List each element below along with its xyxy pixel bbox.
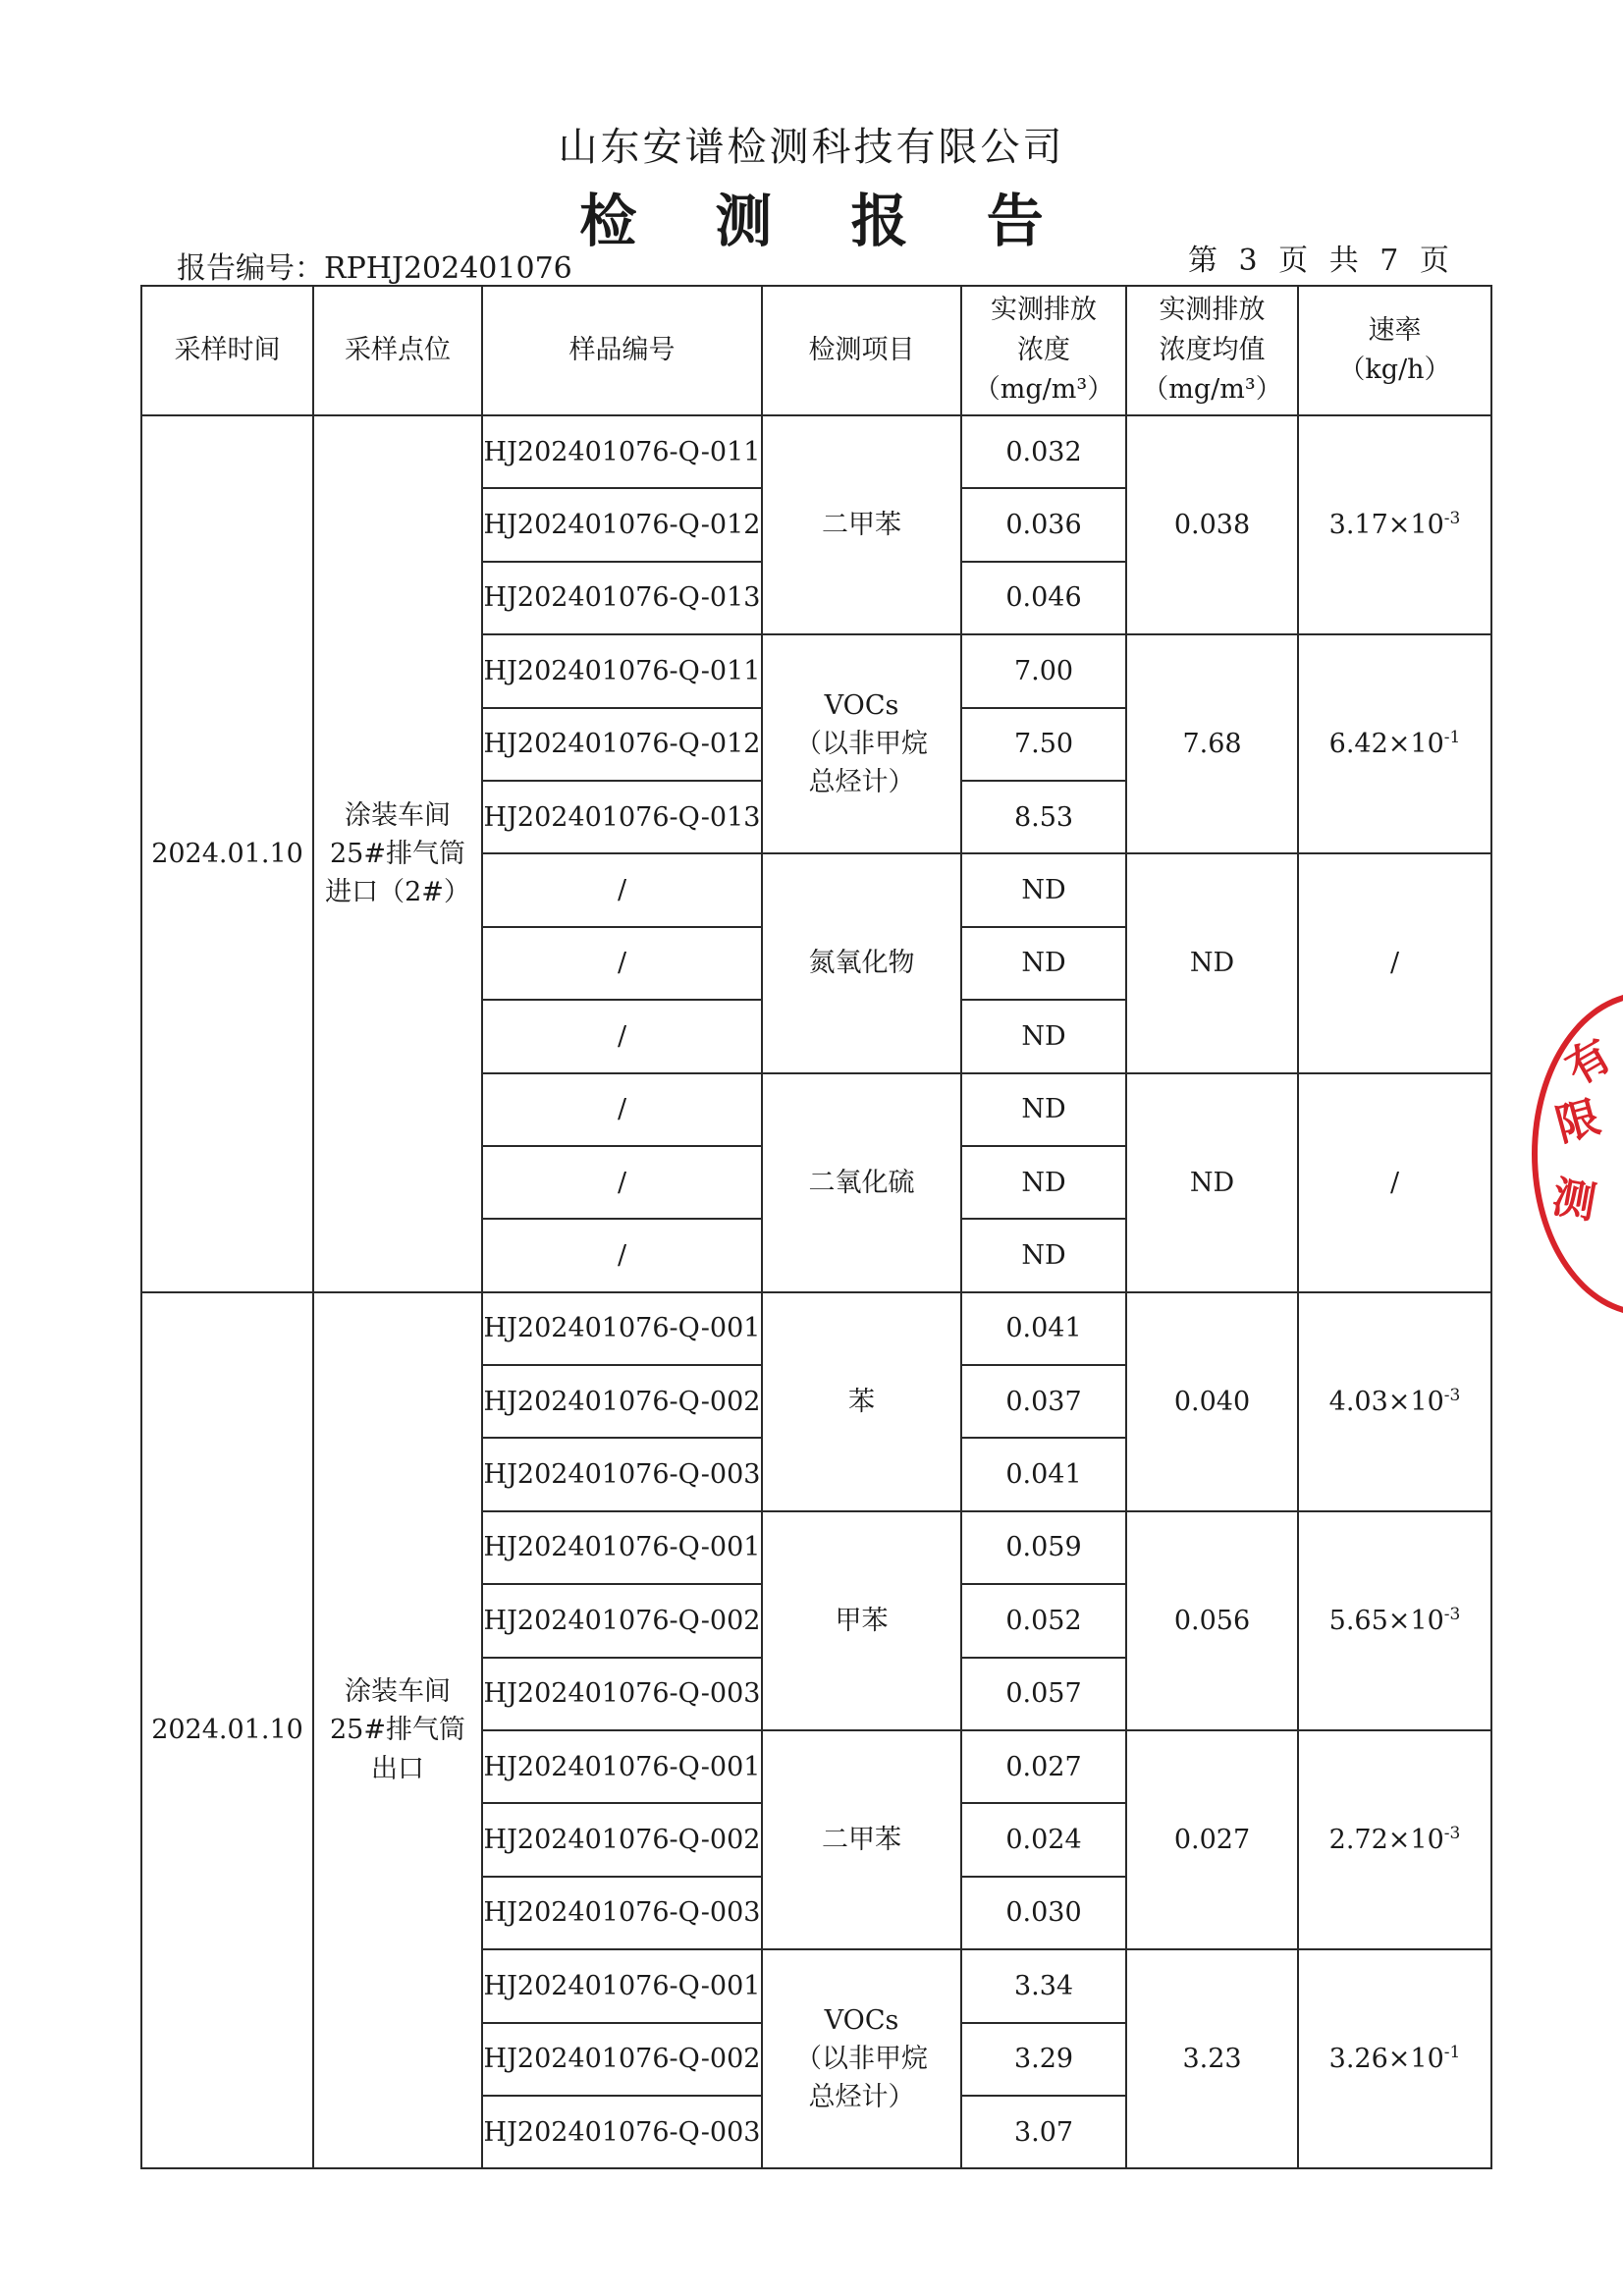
sample-id-cell: HJ202401076-Q-002 (482, 1365, 762, 1438)
emission-rate-exponent: -3 (1443, 1385, 1461, 1405)
sample-id-cell: HJ202401076-Q-013 (482, 562, 762, 634)
concentration-cell: ND (961, 927, 1126, 1000)
sample-id-cell: HJ202401076-Q-003 (482, 1658, 762, 1730)
mean-concentration-cell: 3.23 (1126, 1949, 1298, 2168)
mean-concentration-cell: 0.027 (1126, 1730, 1298, 1949)
sample-id-cell: HJ202401076-Q-013 (482, 781, 762, 853)
mean-concentration-cell: 7.68 (1126, 634, 1298, 853)
stamp-glyph: 测 (1548, 1172, 1600, 1230)
emission-rate-base: / (1389, 948, 1400, 979)
emission-rate-cell (1298, 415, 1491, 634)
concentration-cell: 0.037 (961, 1365, 1126, 1438)
sample-id-cell: HJ202401076-Q-001 (482, 1511, 762, 1584)
emission-rate-cell (1298, 1292, 1491, 1511)
sample-id-cell: / (482, 853, 762, 926)
sample-id-cell: HJ202401076-Q-012 (482, 708, 762, 781)
header-concentration-line2: 浓度 (1017, 334, 1070, 365)
test-item-line: （以非甲烷 (795, 2044, 928, 2075)
sample-id-cell: / (482, 927, 762, 1000)
concentration-cell: ND (961, 853, 1126, 926)
emission-rate-base: 3.26×10 (1328, 2044, 1444, 2075)
test-item-cell (762, 1511, 961, 1730)
test-item-line: 二氧化硫 (808, 1167, 915, 1198)
concentration-cell: 0.052 (961, 1584, 1126, 1657)
table-body (141, 415, 1491, 2168)
header-rate-line2: （kg/h） (1338, 355, 1451, 385)
concentration-cell: 0.032 (961, 415, 1126, 488)
sampling-time-cell: 2024.01.10 (141, 1292, 313, 2169)
table-header-row (141, 286, 1491, 415)
sample-id-cell: / (482, 1000, 762, 1072)
concentration-cell: 0.030 (961, 1877, 1126, 1949)
sampling-location-cell (313, 415, 482, 1292)
test-item-cell (762, 853, 961, 1072)
sampling-location-cell (313, 1292, 482, 2169)
mean-concentration-cell: 0.038 (1126, 415, 1298, 634)
emission-rate-exponent: -1 (1443, 2043, 1461, 2063)
sample-id-cell: HJ202401076-Q-002 (482, 2023, 762, 2096)
test-item-line: 总烃计） (808, 767, 915, 798)
concentration-cell: 7.50 (961, 708, 1126, 781)
concentration-cell: 0.041 (961, 1292, 1126, 1365)
report-number: 报告编号：RPHJ202401076 (177, 251, 572, 286)
test-item-line: 二甲苯 (822, 510, 901, 541)
header-mean (1126, 286, 1298, 415)
test-item-line: VOCs (824, 2005, 899, 2037)
test-item-cell (762, 1730, 961, 1949)
concentration-cell: ND (961, 1146, 1126, 1219)
test-item-line: （以非甲烷 (795, 729, 928, 760)
emission-rate-exponent: -3 (1443, 1604, 1461, 1624)
test-item-cell (762, 634, 961, 853)
sampling-location-line: 25#排气筒 (330, 838, 465, 869)
emission-rate-cell (1298, 1073, 1491, 1292)
sample-id-cell: HJ202401076-Q-011 (482, 415, 762, 488)
emission-rate-base: 2.72×10 (1328, 1825, 1444, 1856)
header-concentration (961, 286, 1126, 415)
sample-id-cell: / (482, 1146, 762, 1219)
concentration-cell: ND (961, 1000, 1126, 1072)
header-rate (1298, 286, 1491, 415)
table-row (141, 415, 1491, 488)
mean-concentration-cell: 0.040 (1126, 1292, 1298, 1511)
stamp-glyph: 有 (1557, 1029, 1621, 1095)
sample-id-cell: / (482, 1073, 762, 1146)
emission-rate-base: 5.65×10 (1328, 1605, 1444, 1636)
emission-rate-exponent: -1 (1443, 728, 1461, 748)
concentration-cell: 0.059 (961, 1511, 1126, 1584)
results-table (140, 285, 1492, 2169)
emission-rate-cell (1298, 634, 1491, 853)
mean-concentration-cell: 0.056 (1126, 1511, 1298, 1730)
header-location: 采样点位 (313, 286, 482, 415)
company-name: 山东安谱检测科技有限公司 (558, 125, 1065, 170)
emission-rate-base: 6.42×10 (1328, 729, 1444, 760)
sampling-location-line: 涂装车间 (345, 799, 451, 831)
sampling-location-line: 25#排气筒 (330, 1715, 465, 1746)
header-mean-line1: 实测排放 (1159, 295, 1266, 326)
concentration-cell: 0.036 (961, 488, 1126, 561)
sampling-time-cell: 2024.01.10 (141, 415, 313, 1292)
sample-id-cell: HJ202401076-Q-002 (482, 1803, 762, 1876)
emission-rate-exponent: -3 (1443, 1824, 1461, 1844)
concentration-cell: 0.024 (961, 1803, 1126, 1876)
test-item-line: 氮氧化物 (808, 948, 915, 979)
emission-rate-base: 4.03×10 (1328, 1386, 1444, 1417)
concentration-cell: ND (961, 1073, 1126, 1146)
mean-concentration-cell: ND (1126, 1073, 1298, 1292)
concentration-cell: 3.29 (961, 2023, 1126, 2096)
concentration-cell: 7.00 (961, 634, 1126, 707)
test-item-line: VOCs (824, 690, 899, 722)
table-row (141, 1292, 1491, 1365)
sample-id-cell: HJ202401076-Q-003 (482, 1877, 762, 1949)
test-item-line: 苯 (848, 1386, 875, 1417)
mean-concentration-cell: ND (1126, 853, 1298, 1072)
emission-rate-cell (1298, 853, 1491, 1072)
header-concentration-line1: 实测排放 (991, 295, 1097, 326)
sampling-location-line: 进口（2#） (325, 876, 470, 907)
sample-id-cell: HJ202401076-Q-012 (482, 488, 762, 561)
header-mean-line3: （mg/m³） (1142, 374, 1282, 406)
sample-id-cell: HJ202401076-Q-003 (482, 2096, 762, 2168)
emission-rate-base: / (1389, 1167, 1400, 1198)
concentration-cell: 0.027 (961, 1730, 1126, 1803)
sample-id-cell: HJ202401076-Q-011 (482, 634, 762, 707)
page-info: 第 3 页 共 7 页 (1188, 244, 1455, 278)
emission-rate-exponent: -3 (1443, 509, 1461, 529)
header-sample-id: 样品编号 (482, 286, 762, 415)
test-item-line: 总烃计） (808, 2082, 915, 2113)
header-concentration-line3: （mg/m³） (973, 374, 1114, 406)
header-time: 采样时间 (141, 286, 313, 415)
test-item-line: 甲苯 (835, 1605, 889, 1636)
header-rate-line1: 速率 (1368, 314, 1422, 346)
test-item-cell (762, 1292, 961, 1511)
concentration-cell: 0.041 (961, 1438, 1126, 1510)
sample-id-cell: HJ202401076-Q-001 (482, 1292, 762, 1365)
emission-rate-cell (1298, 1730, 1491, 1949)
concentration-cell: ND (961, 1219, 1126, 1291)
concentration-cell: 3.34 (961, 1949, 1126, 2022)
emission-rate-cell (1298, 1949, 1491, 2168)
report-title: 检 测 报 告 (579, 188, 1073, 254)
emission-rate-cell (1298, 1511, 1491, 1730)
sample-id-cell: HJ202401076-Q-001 (482, 1949, 762, 2022)
stamp-glyph: 限 (1550, 1092, 1606, 1152)
concentration-cell: 0.046 (961, 562, 1126, 634)
concentration-cell: 0.057 (961, 1658, 1126, 1730)
sample-id-cell: / (482, 1219, 762, 1291)
emission-rate-base: 3.17×10 (1328, 510, 1444, 541)
test-item-cell (762, 415, 961, 634)
sampling-location-line: 出口 (371, 1753, 424, 1784)
concentration-cell: 3.07 (961, 2096, 1126, 2168)
sample-id-cell: HJ202401076-Q-002 (482, 1584, 762, 1657)
header-mean-line2: 浓度均值 (1159, 334, 1266, 365)
sample-id-cell: HJ202401076-Q-003 (482, 1438, 762, 1510)
test-item-line: 二甲苯 (822, 1825, 901, 1856)
test-item-cell (762, 1073, 961, 1292)
red-seal-stamp (1532, 992, 1623, 1316)
test-item-cell (762, 1949, 961, 2168)
concentration-cell: 8.53 (961, 781, 1126, 853)
sample-id-cell: HJ202401076-Q-001 (482, 1730, 762, 1803)
sampling-location-line: 涂装车间 (345, 1676, 451, 1708)
header-item: 检测项目 (762, 286, 961, 415)
